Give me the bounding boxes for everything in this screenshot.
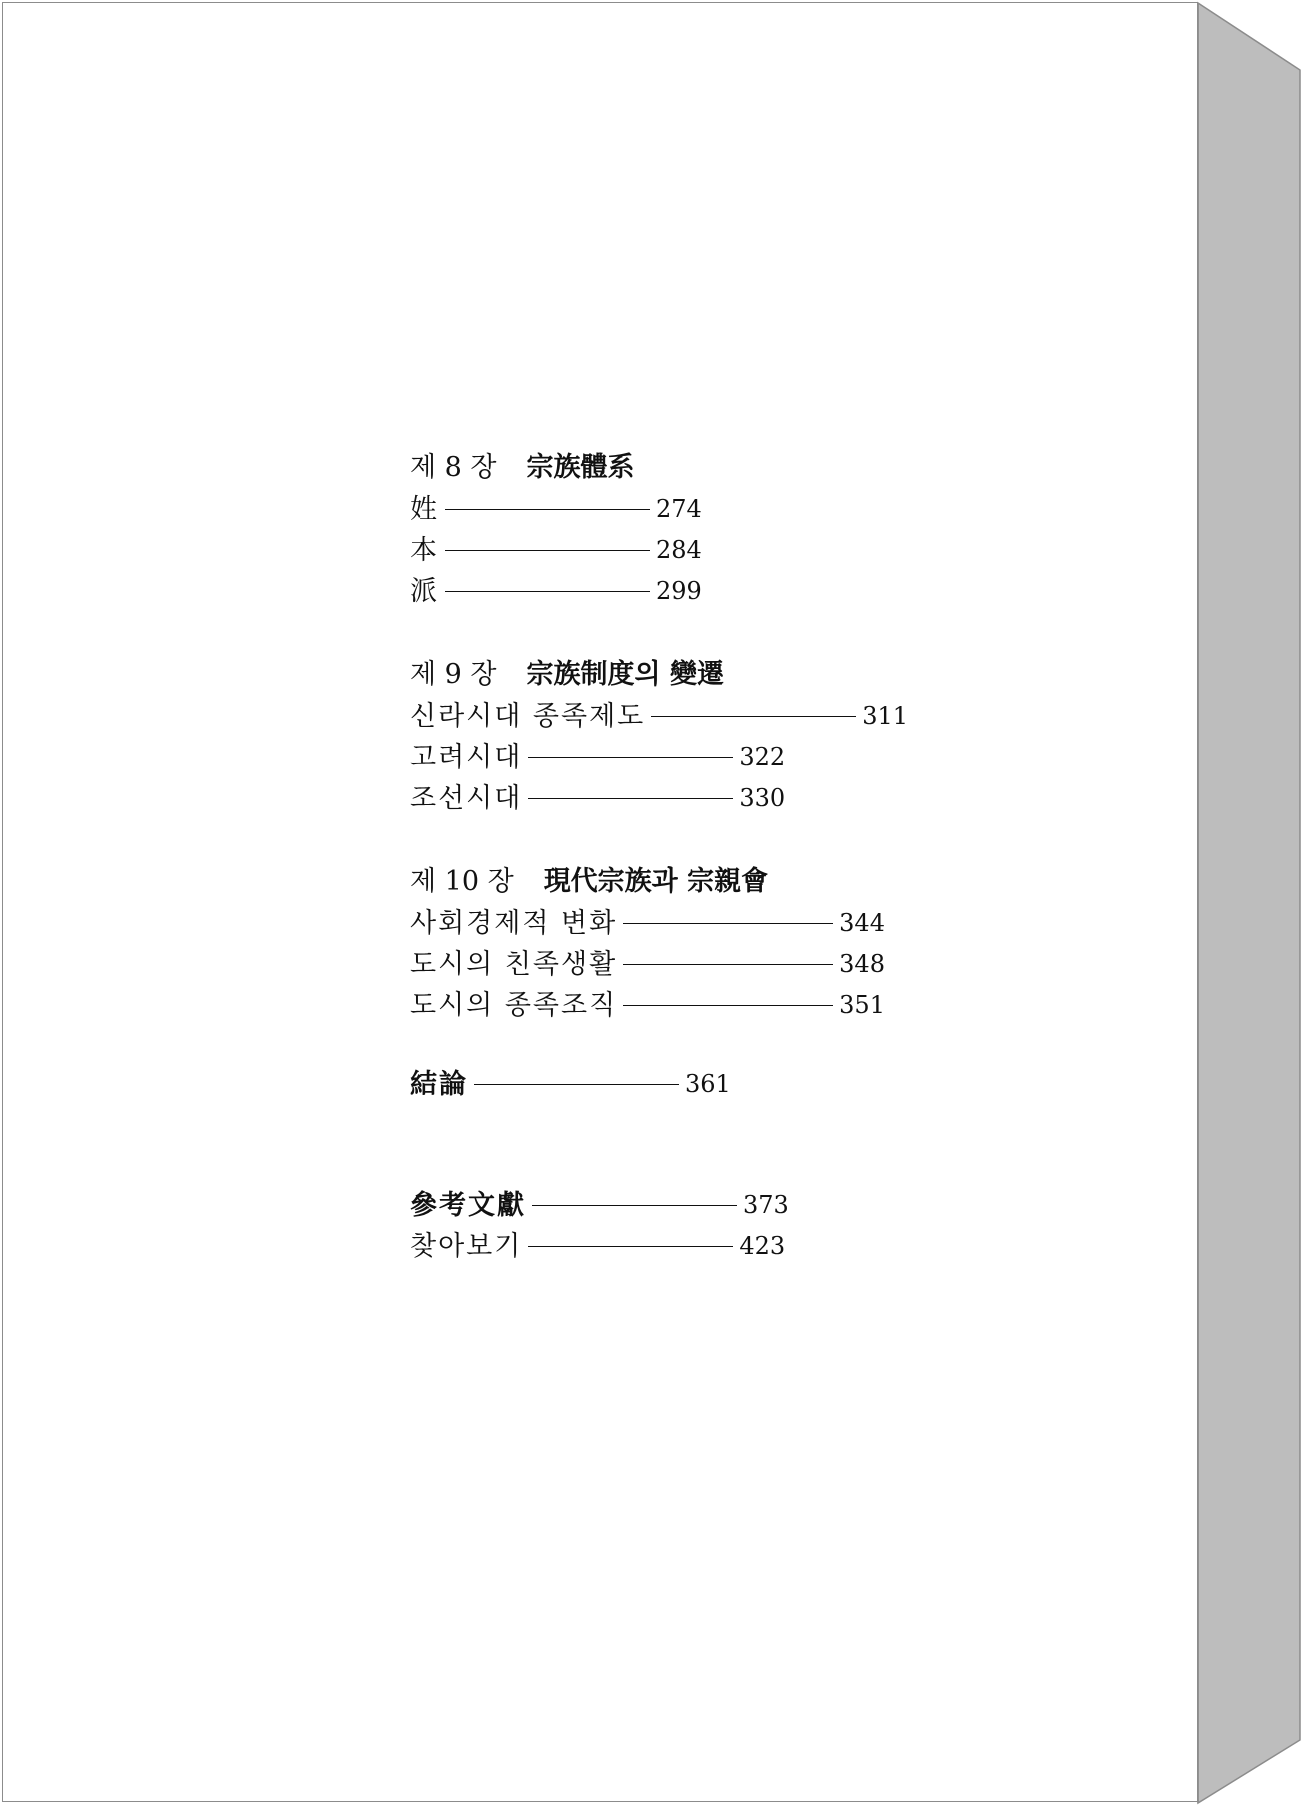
chapter-number: 제 9 장 [410,659,497,690]
entry-page-number: 344 [839,909,885,937]
toc-entry[interactable] [410,903,970,944]
chapter-heading [410,654,970,696]
index-entry[interactable] [410,1226,970,1267]
leader-line [528,757,733,758]
chapter-title: 宗族體系 [526,452,635,483]
chapter-heading [410,447,970,489]
chapter-number: 제 8 장 [410,452,497,483]
entry-page-number: 311 [862,702,909,730]
entry-label: 조선시대 [410,783,523,814]
toc-entry[interactable] [410,737,970,778]
toc-entry[interactable] [410,696,970,737]
leader-line [623,923,833,924]
entry-page-number: 348 [839,950,885,978]
entry-label: 도시의 친족생활 [410,949,618,980]
entry-label: 신라시대 종족제도 [410,701,646,732]
leader-line [445,509,650,510]
entry-page-number: 330 [739,784,786,812]
entry-label: 찾아보기 [410,1231,523,1262]
entry-label: 고려시대 [410,742,523,773]
toc-entry[interactable] [410,489,970,530]
leader-line [532,1205,737,1206]
entry-label: 結論 [410,1069,468,1100]
toc-entry[interactable] [410,985,970,1026]
conclusion-entry[interactable] [410,1064,970,1105]
leader-line [623,1005,833,1006]
entry-label: 사회경제적 변화 [410,908,618,939]
chapter-8-section [410,447,970,612]
entry-page-number: 373 [743,1191,789,1219]
toc-entry[interactable] [410,530,970,571]
chapter-9-section [410,654,970,819]
chapter-heading [410,861,970,903]
entry-page-number: 361 [685,1070,731,1098]
entry-label: 參考文獻 [410,1190,526,1221]
leader-line [528,1246,733,1247]
leader-line [445,591,650,592]
entry-page-number: 351 [839,991,885,1019]
leader-line [445,550,650,551]
entry-page-number: 284 [656,536,702,564]
entry-label: 本 [410,535,439,566]
chapter-number: 제 10 장 [410,866,514,897]
chapter-title: 現代宗族과 宗親會 [543,866,769,897]
leader-line [623,964,833,965]
table-of-contents [410,447,970,1267]
entry-page-number: 299 [656,577,702,605]
chapter-10-section [410,861,970,1026]
entry-label: 도시의 종족조직 [410,990,618,1021]
toc-entry[interactable] [410,944,970,985]
entry-page-number: 423 [739,1232,786,1260]
chapter-title: 宗族制度의 變遷 [526,659,724,690]
toc-entry[interactable] [410,778,970,819]
entry-label: 姓 [410,494,439,525]
entry-page-number: 274 [656,495,702,523]
leader-line [651,716,856,717]
leader-line [474,1084,679,1085]
entry-page-number: 322 [739,743,786,771]
entry-label: 派 [410,576,439,607]
leader-line [528,798,733,799]
toc-entry[interactable] [410,571,970,612]
references-entry[interactable] [410,1185,970,1226]
